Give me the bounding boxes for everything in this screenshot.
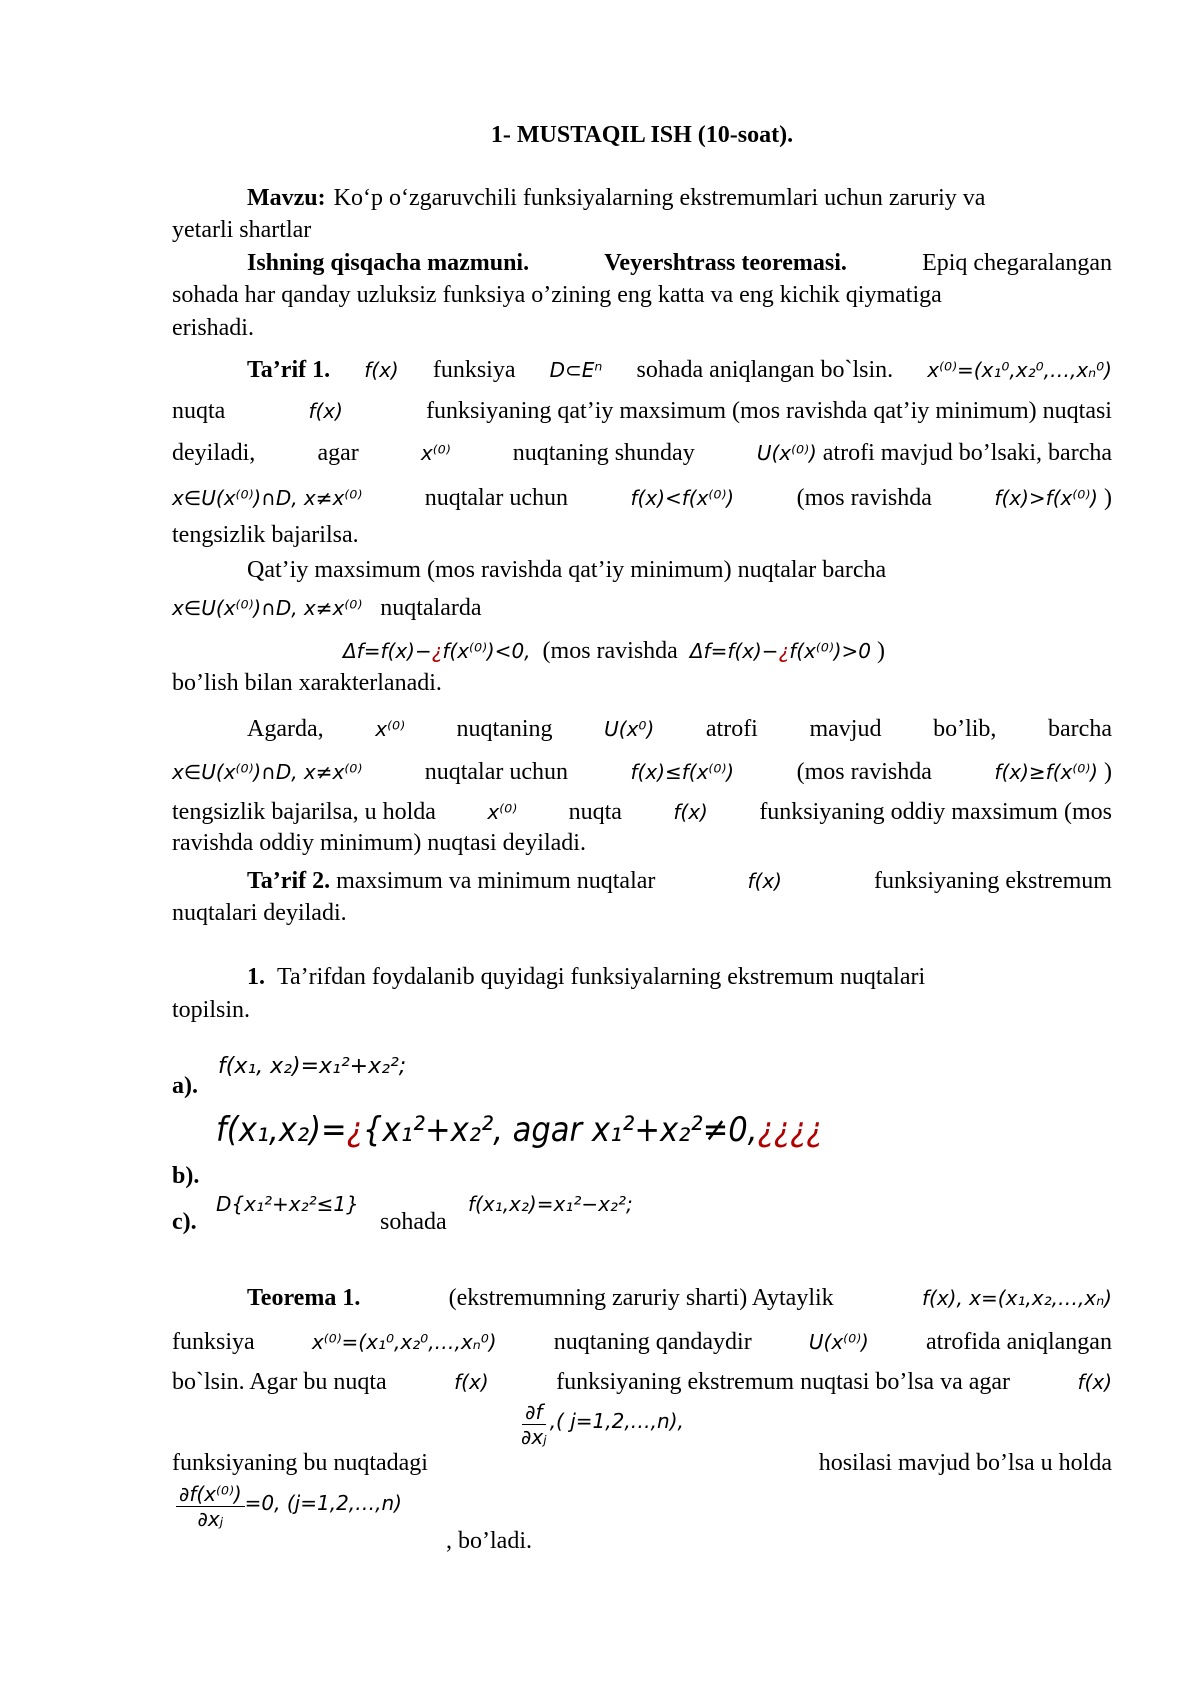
text-nuqta: nuqta — [172, 398, 226, 424]
text-deyiladi: deyiladi, — [172, 440, 256, 466]
text-nuqtalarda: nuqtalarda — [380, 595, 482, 621]
thm1-line-1 — [247, 1283, 1112, 1313]
task-a-formula — [218, 1053, 406, 1080]
def1-line-3 — [172, 438, 1112, 468]
task-text-2: topilsin. — [172, 997, 251, 1023]
def1-text-xarakter: bo’lish bilan xarakterlanadi. — [172, 670, 442, 696]
math-fx: f(x) — [1077, 1370, 1112, 1394]
summary-label: Ishning qisqacha mazmuni. — [247, 250, 530, 276]
thm1-line-2 — [172, 1327, 1112, 1357]
text-nuqtaning: nuqtaning — [456, 716, 553, 742]
text-nuqtalar-uchun: nuqtalar uchun — [424, 759, 569, 785]
thm1-boladi: , bo’ladi. — [446, 1528, 532, 1554]
def2-text-2: funksiyaning ekstremum — [874, 868, 1112, 894]
gradient-condition — [176, 1482, 402, 1531]
text-atrofi: atrofi — [705, 716, 758, 742]
text-funksiya: funksiya — [172, 1329, 255, 1355]
task-text-1: Ta’rifdan foydalanib quyidagi funksiyalarning ekstremum nuqtalari — [277, 964, 926, 990]
text-mos-ravishda: (mos ravishda — [796, 485, 932, 511]
task-c-sohada: sohada — [380, 1209, 447, 1235]
math-b-formula-c: ¿¿¿¿ — [757, 1110, 823, 1150]
math-domain: D⊂Eⁿ — [549, 358, 603, 382]
gradient-fraction — [176, 1482, 245, 1531]
text-nuqtalar-uchun: nuqtalar uchun — [424, 485, 569, 511]
weierstrass-label: Veyershtrass teoremasi. — [604, 250, 847, 276]
def1-p2-line-2 — [172, 593, 1112, 623]
gradient-tail: =0, (j=1,2,…,n) — [244, 1491, 402, 1516]
summary-text-1: Epiq chegaralangan — [922, 250, 1112, 276]
text-funksiya: funksiya — [432, 357, 516, 383]
def1-label: Ta’rif 1. — [247, 357, 331, 383]
def1-p3-line-3 — [172, 797, 1112, 827]
def1-line-1 — [247, 355, 1112, 385]
def2-line-2: nuqtalari deyiladi. — [172, 900, 347, 926]
task-line-1 — [247, 962, 1112, 992]
math-inv-q: ¿ — [431, 639, 443, 663]
text-agar: agar — [317, 440, 359, 466]
page-title: 1- MUSTAQIL ISH (10-soat). — [490, 122, 794, 148]
def1-p3-line-4: ravishda oddiy minimum) nuqtasi deyiladi. — [172, 830, 586, 856]
task-c-label: c). — [172, 1209, 197, 1235]
task-c-formula — [468, 1192, 633, 1216]
text-close: ) — [1103, 759, 1112, 785]
partial-fraction — [518, 1400, 550, 1449]
math-f-le: f(x)≤f(x⁽⁰⁾) — [630, 760, 735, 784]
def1-text-2: funksiyaning qat’iy maxsimum (mos ravishda qat’iy minimum) nuqtasi — [426, 398, 1112, 424]
text-close: ) — [1103, 485, 1112, 511]
text-mos-ravishda: (mos ravishda — [542, 638, 678, 664]
math-f-ge: f(x)≥f(x⁽⁰⁾) — [994, 760, 1098, 784]
delta-line — [343, 636, 885, 666]
partial-tail: ,( j=1,2,…,n), — [549, 1409, 684, 1434]
text-atrofi: atrofi mavjud bo’lsaki, barcha — [822, 440, 1112, 466]
math-Ux0: U(x⁽⁰⁾) — [808, 1330, 869, 1354]
summary-text-3: erishadi. — [172, 315, 254, 341]
topic-text-2: yetarli shartlar — [172, 217, 312, 243]
math-delta-pos-a: Δf=f(x)− — [689, 639, 779, 663]
math-delta-neg-a: Δf=f(x)− — [343, 639, 432, 663]
text-atrofida: atrofida aniqlangan — [926, 1329, 1112, 1355]
text-mavjud: mavjud — [809, 716, 882, 742]
math-x0-def: x⁽⁰⁾=(x₁⁰,x₂⁰,…,xₙ⁰) — [927, 358, 1112, 382]
text-nuqta: nuqta — [568, 799, 622, 825]
text-agarda: Agarda, — [247, 716, 324, 742]
math-c-formula: f(x₁,x₂)=x₁²−x₂²; — [468, 1192, 633, 1216]
text-nuqtaning-qandaydir: nuqtaning qandaydir — [553, 1329, 752, 1355]
math-b-formula-b: {x₁²+x₂², agar x₁²+x₂²≠0, — [362, 1110, 758, 1150]
thm1-line-3 — [172, 1367, 1112, 1397]
text-nuqtaning-shunday: nuqtaning shunday — [512, 440, 695, 466]
math-f-lt: f(x)<f(x⁽⁰⁾) — [630, 486, 735, 510]
task-number: 1. — [247, 964, 265, 990]
gradient-num: ∂f(x⁽⁰⁾) — [176, 1482, 245, 1507]
text-tengsizlik: tengsizlik bajarilsa, u holda — [172, 799, 436, 825]
math-x0: x⁽⁰⁾ — [487, 800, 518, 824]
math-x-in-U: x∈U(x⁽⁰⁾)∩D, x≠x⁽⁰⁾ — [172, 760, 363, 784]
math-x-in-U: x∈U(x⁽⁰⁾)∩D, x≠x⁽⁰⁾ — [172, 486, 363, 510]
task-b-label: b). — [172, 1163, 200, 1189]
def1-line-2 — [172, 396, 1112, 426]
math-Ux0: U(x⁽⁰⁾) — [756, 441, 817, 465]
math-fx: f(x) — [747, 869, 782, 893]
thm1-text-4b: hosilasi mavjud bo’lsa u holda — [818, 1450, 1112, 1476]
math-fx: f(x) — [454, 1370, 489, 1394]
thm1-text-1: (ekstremumning zaruriy sharti) Aytaylik — [448, 1285, 834, 1311]
math-x0: x⁽⁰⁾ — [420, 441, 451, 465]
task-a-label: a). — [172, 1073, 198, 1099]
def2-label: Ta’rif 2. — [247, 868, 331, 894]
def1-text-5: tengsizlik bajarilsa. — [172, 522, 359, 548]
math-delta-pos-b: f(x⁽⁰⁾)>0 — [789, 639, 872, 663]
partial-den: ∂xⱼ — [521, 1425, 547, 1449]
math-thm-x0: x⁽⁰⁾=(x₁⁰,x₂⁰,…,xₙ⁰) — [311, 1330, 497, 1354]
summary-line-1 — [247, 248, 1112, 278]
topic-text-1: Ko‘p o‘zgaruvchili funksiyalarning ekstremumlari uchun zaruriy va — [333, 185, 986, 211]
task-c-domain — [216, 1192, 359, 1216]
def2-line-1 — [247, 866, 1112, 896]
math-a-formula: f(x₁, x₂)=x₁²+x₂²; — [218, 1054, 407, 1079]
math-fx: f(x) — [308, 399, 343, 423]
partial-num: ∂f — [522, 1400, 545, 1425]
thm1-line-4 — [172, 1448, 1112, 1478]
thm1-label: Teorema 1. — [247, 1285, 361, 1311]
math-b-formula-a: f(x₁,x₂)= — [216, 1110, 347, 1150]
text-oddiy: funksiyaning oddiy maxsimum (mos — [759, 799, 1112, 825]
math-delta-neg-b: f(x⁽⁰⁾)<0, — [442, 639, 531, 663]
def1-p3-line-2 — [172, 757, 1112, 787]
math-inv-q: ¿ — [778, 639, 790, 663]
summary-text-2: sohada har qanday uzluksiz funksiya o’zining eng katta va eng kichik qiymatiga — [172, 282, 942, 308]
topic-label: Mavzu: — [247, 185, 326, 211]
partial-derivative — [518, 1400, 684, 1449]
math-inv-q: ¿ — [346, 1110, 363, 1150]
def1-line-4 — [172, 483, 1112, 513]
text-close: ) — [877, 638, 886, 664]
math-thm-fx: f(x), x=(x₁,x₂,…,xₙ) — [921, 1286, 1112, 1310]
topic-line-1 — [247, 183, 1112, 213]
def2-text: maxsimum va minimum nuqtalar — [336, 868, 656, 894]
math-fx: f(x) — [364, 358, 399, 382]
def1-p2-line-1: Qat’iy maxsimum (mos ravishda qat’iy minimum) nuqtalar barcha — [247, 557, 887, 583]
math-x0: x⁽⁰⁾ — [375, 717, 405, 741]
math-Ux0-plain: U(x⁰) — [604, 717, 655, 741]
text-bolib: bo’lib, — [933, 716, 997, 742]
thm1-text-3b: funksiyaning ekstremum nuqtasi bo’lsa va agar — [556, 1369, 1011, 1395]
math-f-gt: f(x)>f(x⁽⁰⁾) — [994, 486, 1098, 510]
task-b-formula — [216, 1110, 822, 1150]
gradient-den: ∂xⱼ — [197, 1507, 224, 1531]
math-x-in-U: x∈U(x⁽⁰⁾)∩D, x≠x⁽⁰⁾ — [172, 596, 363, 620]
text-mos-ravishda: (mos ravishda — [796, 759, 932, 785]
thm1-text-4a: funksiyaning bu nuqtadagi — [172, 1450, 428, 1476]
thm1-text-3a: bo`lsin. Agar bu nuqta — [172, 1369, 387, 1395]
text-sohada: sohada aniqlangan bo`lsin. — [636, 357, 894, 383]
math-c-domain: D{x₁²+x₂²≤1} — [216, 1192, 359, 1216]
text-barcha: barcha — [1048, 716, 1112, 742]
math-fx: f(x) — [673, 800, 708, 824]
def1-p3-line-1 — [247, 714, 1112, 744]
